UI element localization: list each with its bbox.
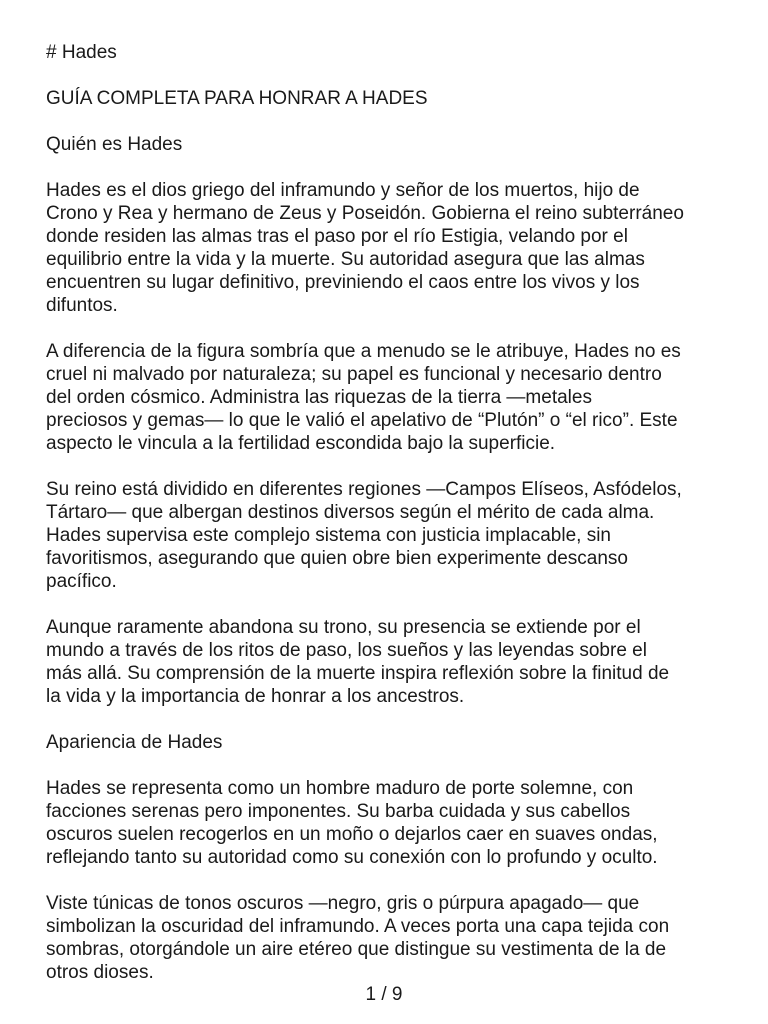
paragraph-line: la vida y la importancia de honrar a los ancestros. xyxy=(46,686,465,707)
page-indicator: 1 / 9 xyxy=(365,984,403,1005)
paragraph-1 xyxy=(46,179,736,317)
section-title-text: Quién es Hades xyxy=(46,134,183,155)
paragraph-line: donde residen las almas tras el paso por el río Estigia, velando por el xyxy=(46,226,628,247)
paragraph-line: cruel ni malvado por naturaleza; su papel es funcional y necesario dentro xyxy=(46,364,662,385)
paragraph-line: A diferencia de la figura sombría que a menudo se le atribuye, Hades no es xyxy=(46,341,681,362)
document-title xyxy=(46,87,736,110)
paragraph-3 xyxy=(46,478,736,593)
paragraph-line: mundo a través de los ritos de paso, los sueños y las leyendas sobre el xyxy=(46,640,647,661)
section-title-apariencia xyxy=(46,731,736,754)
paragraph-line: Tártaro— que albergan destinos diversos según el mérito de cada alma. xyxy=(46,502,655,523)
paragraph-line: equilibrio entre la vida y la muerte. Su autoridad asegura que las almas xyxy=(46,249,645,270)
section-title-text: Apariencia de Hades xyxy=(46,732,223,753)
paragraph-line: Su reino está dividido en diferentes regiones —Campos Elíseos, Asfódelos, xyxy=(46,479,682,500)
paragraph-line: Hades es el dios griego del inframundo y señor de los muertos, hijo de xyxy=(46,180,640,201)
paragraph-line: preciosos y gemas— lo que le valió el apelativo de “Plutón” o “el rico”. Este xyxy=(46,410,678,431)
paragraph-line: favoritismos, asegurando que quien obre bien experimente descanso xyxy=(46,548,628,569)
paragraph-line: difuntos. xyxy=(46,295,118,316)
document-page xyxy=(46,41,736,1007)
paragraph-line: sombras, otorgándole un aire etéreo que distingue su vestimenta de la de xyxy=(46,939,667,960)
section-title-quien-es-hades xyxy=(46,133,736,156)
paragraph-line: Crono y Rea y hermano de Zeus y Poseidón. Gobierna el reino subterráneo xyxy=(46,203,684,224)
paragraph-line: encuentren su lugar definitivo, previniendo el caos entre los vivos y los xyxy=(46,272,640,293)
paragraph-5 xyxy=(46,777,736,869)
paragraph-line: pacífico. xyxy=(46,571,117,592)
paragraph-line: simbolizan la oscuridad del inframundo. A veces porta una capa tejida con xyxy=(46,916,670,937)
paragraph-line: oscuros suelen recogerlos en un moño o dejarlos caer en suaves ondas, xyxy=(46,824,658,845)
paragraph-line: reflejando tanto su autoridad como su conexión con lo profundo y oculto. xyxy=(46,847,658,868)
heading-text: # Hades xyxy=(46,42,117,63)
paragraph-line: otros dioses. xyxy=(46,962,154,983)
document-heading xyxy=(46,41,736,64)
paragraph-line: más allá. Su comprensión de la muerte inspira reflexión sobre la finitud de xyxy=(46,663,670,684)
paragraph-line: aspecto le vincula a la fertilidad escondida bajo la superficie. xyxy=(46,433,556,454)
paragraph-line: Hades se representa como un hombre maduro de porte solemne, con xyxy=(46,778,634,799)
paragraph-line: facciones serenas pero imponentes. Su barba cuidada y sus cabellos xyxy=(46,801,631,822)
paragraph-line: Aunque raramente abandona su trono, su presencia se extiende por el xyxy=(46,617,641,638)
title-text: GUÍA COMPLETA PARA HONRAR A HADES xyxy=(46,88,428,109)
paragraph-2 xyxy=(46,340,736,455)
paragraph-line: del orden cósmico. Administra las riquezas de la tierra —metales xyxy=(46,387,592,408)
paragraph-6 xyxy=(46,892,736,984)
paragraph-line: Hades supervisa este complejo sistema con justicia implacable, sin xyxy=(46,525,611,546)
paragraph-4 xyxy=(46,616,736,708)
paragraph-line: Viste túnicas de tonos oscuros —negro, gris o púrpura apagado— que xyxy=(46,893,640,914)
